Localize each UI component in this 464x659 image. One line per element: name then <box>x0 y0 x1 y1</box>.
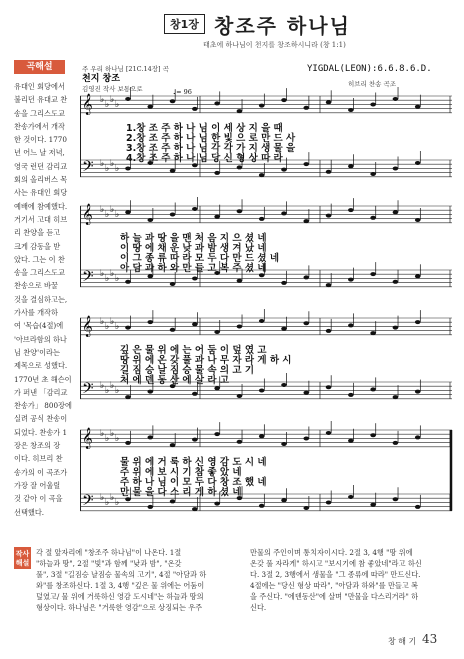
sidebar-line: 크게 감동을 받 <box>14 241 61 251</box>
sidebar-line: 가장 잘 어울릴 <box>14 480 61 490</box>
footer-label: 창 해 기 <box>388 637 417 646</box>
sidebar-line: 님 찬양'이라는 <box>14 347 60 357</box>
bass-clef: 𝄢 <box>82 268 94 289</box>
flat-sign: ♭ <box>105 274 110 284</box>
sidebar-line: 가 퍼낸 「감리교 <box>14 387 68 397</box>
commentary-line: 풀", 3절 "길짐승 날짐승 물속의 고기", 4절 "아담과 하 <box>36 570 207 579</box>
flat-sign: ♭ <box>115 322 120 332</box>
sidebar-line: 예배에 참예했다. <box>14 201 68 211</box>
sidebar-line: 이다. 히브리 찬 <box>14 454 63 464</box>
flat-sign: ♭ <box>115 164 120 174</box>
lyric-line: 3.창 조 주 하 나 님 각 각 가 지 생 물 을 <box>126 143 296 154</box>
scripture-verse: 태초에 하나님이 천지를 창조하시니라 (창 1:1) <box>203 41 346 49</box>
sidebar-line: 리 찬양을 듣고 <box>14 228 61 238</box>
bottom-commentary-right <box>250 547 455 613</box>
flat-sign: ♭ <box>105 164 110 174</box>
sidebar-line: 되었다. 찬송가 1 <box>14 427 68 437</box>
commentary-line: 온갖 풀 자라게" 하시고 "보시기에 참 좋았네"라고 하신 <box>250 559 422 568</box>
lyric-line: 주 하 나 님 이 모 두 다 창 조 했 네 <box>120 477 267 488</box>
flat-sign: ♭ <box>105 210 110 220</box>
sidebar-line: 장은 창조의 장 <box>14 441 61 451</box>
lyric-line: 길 짐 승 날 짐 승 물 속 의 고 기 <box>120 365 255 376</box>
lyric-line: 물 위 에 거 룩 하 신 영 감 도 시 네 <box>120 457 267 468</box>
commentary-line: 만물의 주인이며 통치자이시다. 2절 3, 4행 "땅 위에 <box>250 548 413 557</box>
sidebar-line: 유대인 회당에서 <box>14 82 65 91</box>
tune-meter: YIGDAL(LEON):6.6.8.6.D. <box>307 64 432 74</box>
sidebar-line: 선택했다. <box>14 507 45 517</box>
flat-sign: ♭ <box>100 205 105 215</box>
sidebar-line: 송가의 이 곡조가 <box>14 467 68 477</box>
treble-clef: 𝄞 <box>82 204 93 225</box>
commentary-line: 형상이다. 하나님은 "거룩한 영감"으로 상징되는 우주 <box>36 603 203 612</box>
sidebar-line: 았다. 그는 이 찬 <box>14 254 65 264</box>
hymn-number: 창1장 <box>164 14 205 34</box>
hymn-title: 창조주 하나님 <box>214 14 351 38</box>
sidebar-line: 송을 그리스도교 <box>14 268 65 278</box>
treble-clef: 𝄞 <box>82 94 93 115</box>
treble-clef: 𝄞 <box>82 316 93 337</box>
sidebar-line: 한 것이다. 1770 <box>14 135 67 145</box>
flat-sign: ♭ <box>115 274 120 284</box>
flat-sign: ♭ <box>100 95 105 105</box>
bass-clef: 𝄢 <box>82 158 94 179</box>
lyrics-layer <box>80 96 452 536</box>
commentary-line: 다. 3절 2, 3행에서 생물을 "그 종류에 따라" 만드신다. <box>250 570 421 579</box>
lyric-line: 1.창 조 주 하 나 님 이 세 상 지 을 때 <box>126 123 283 134</box>
sidebar-line: 찬송가에서 개작 <box>14 121 65 131</box>
lyric-line: 하 늘 과 땅 을 맨 처 음 지 으 셨 네 <box>120 233 267 244</box>
flat-sign: ♭ <box>110 429 115 439</box>
lyric-line: 주 위 에 보 시 기 참 좋 았 네 <box>120 467 242 478</box>
tune-title: 천지 창조 <box>82 74 120 84</box>
lyric-line: 아 담 과 하 와 만 들 고 복 주 셨 네 <box>120 263 267 274</box>
bass-clef: 𝄢 <box>82 380 94 401</box>
sidebar-line: '아브라함의 하나 <box>14 334 67 344</box>
lyric-line: 땅 위 에 온 갖 풀 과 나 무 자 라 게 하 시 <box>120 355 292 366</box>
sidebar-line: 것 같아 이 곡을 <box>14 494 63 504</box>
sidebar-line: 것을 결심하고는, <box>14 294 68 304</box>
commentary-line: 덮였고/ 물 위에 거룩하신 영감 도시네"는 하늘과 땅의 <box>36 592 204 601</box>
flat-sign: ♭ <box>100 269 105 279</box>
hymn-meta-left <box>82 64 169 94</box>
lyric-line: 만 물 을 다 스 리 게 하 셨 네 <box>120 487 242 498</box>
lyric-line: 깊 은 물 위 에 는 어 둠 이 덮 였 고 <box>120 345 267 356</box>
sidebar-line: 거기서 고대 히브 <box>14 214 68 224</box>
lyric-line: 이 땅 에 채 운 낮 과 밤 생 겨 났 네 <box>120 243 267 254</box>
lyric-line: 2.창 조 주 하 나 님 한 빛 으 로 만 드 사 <box>126 133 296 144</box>
flat-sign: ♭ <box>105 434 110 444</box>
flat-sign: ♭ <box>110 205 115 215</box>
flat-sign: ♭ <box>115 210 120 220</box>
sidebar-line: 송을 그리스도교 <box>14 108 65 118</box>
sidebar-line: 회의 올리버스 목 <box>14 175 68 185</box>
flat-sign: ♭ <box>105 386 110 396</box>
flat-sign: ♭ <box>100 493 105 503</box>
lyrics-commentary-badge <box>14 547 31 569</box>
commentary-line: 4절에는 "당신 형상 따라", "아담과 하와"를 만들고 복 <box>250 581 418 590</box>
flat-sign: ♭ <box>105 498 110 508</box>
sidebar-line: 년 어느 날 저녁, <box>14 148 65 158</box>
sidebar-line: 사는 유대인 회당 <box>14 188 68 198</box>
bottom-commentary-left <box>36 547 241 613</box>
sidebar-line: 제목으로 성했다. <box>14 361 68 371</box>
sidebar-line: 찬송가」 800장에 <box>14 401 72 411</box>
sidebar-line: 가사를 개작하 <box>14 308 58 318</box>
flat-sign: ♭ <box>105 100 110 110</box>
bass-clef: 𝄢 <box>82 492 94 513</box>
lyric-line: 이 그 종 류 따 라 모 두 다 만 드 셨 네 <box>120 253 279 264</box>
flat-sign: ♭ <box>100 317 105 327</box>
flat-sign: ♭ <box>105 322 110 332</box>
meta-line-1: 주 우리 하나님 [21C.14장] 곡 <box>82 65 169 73</box>
sidebar-line: 실려 공식 찬송이 <box>14 414 68 424</box>
tempo-mark: ♩= 96 <box>173 88 192 96</box>
flat-sign: ♭ <box>100 429 105 439</box>
flat-sign: ♭ <box>115 386 120 396</box>
flat-sign: ♭ <box>115 434 120 444</box>
flat-sign: ♭ <box>110 317 115 327</box>
commentary-line: 각 절 앞자리에 "창조주 하나님"이 나온다. 1절 <box>36 548 182 557</box>
flat-sign: ♭ <box>100 159 105 169</box>
flat-sign: ♭ <box>110 95 115 105</box>
sidebar-line: 불리던 유대교 찬 <box>14 95 68 105</box>
sidebar-line: 여 '목습(4절)에 <box>14 321 64 331</box>
flat-sign: ♭ <box>110 493 115 503</box>
flat-sign: ♭ <box>110 269 115 279</box>
flat-sign: ♭ <box>115 100 120 110</box>
sidebar-line: 영국 런던 감리교 <box>14 161 68 171</box>
flat-sign: ♭ <box>100 381 105 391</box>
flat-sign: ♭ <box>110 381 115 391</box>
lyric-line: 4.창 조 주 하 나 님 당 신 형 상 따 라 <box>126 153 283 164</box>
sidebar-commentary <box>14 80 72 519</box>
commentary-line: "하늘과 땅", 2절 "빛"과 함께 "낮과 밤", "온갖 <box>36 559 182 568</box>
lyric-line: 처 에 덴 동 산 에 살 라 고 <box>120 375 230 386</box>
commentary-line: 신다. <box>250 603 267 612</box>
meta-line-2: 김영진 작사 보통으로 <box>82 85 143 93</box>
sidebar-line: 1770년 초 해슨이 <box>14 374 72 384</box>
flat-sign: ♭ <box>115 498 120 508</box>
commentary-line: 을 주신다. "에덴동산"에 살며 "만물을 다스리거라" 하 <box>250 592 419 601</box>
badge-text: 작사 해설 <box>15 549 30 567</box>
treble-clef: 𝄞 <box>82 428 93 449</box>
sidebar-line: 찬송으로 바꿀 <box>14 281 58 291</box>
category-label: 곡해설 <box>14 60 65 74</box>
flat-sign: ♭ <box>110 159 115 169</box>
commentary-line: 와"를 창조하신다. 1절 3, 4행 "깊은 물 위에는 어둠이 <box>36 581 205 590</box>
page-number: 43 <box>422 632 438 646</box>
composer: 히브리 찬송 곡조 <box>348 80 397 88</box>
